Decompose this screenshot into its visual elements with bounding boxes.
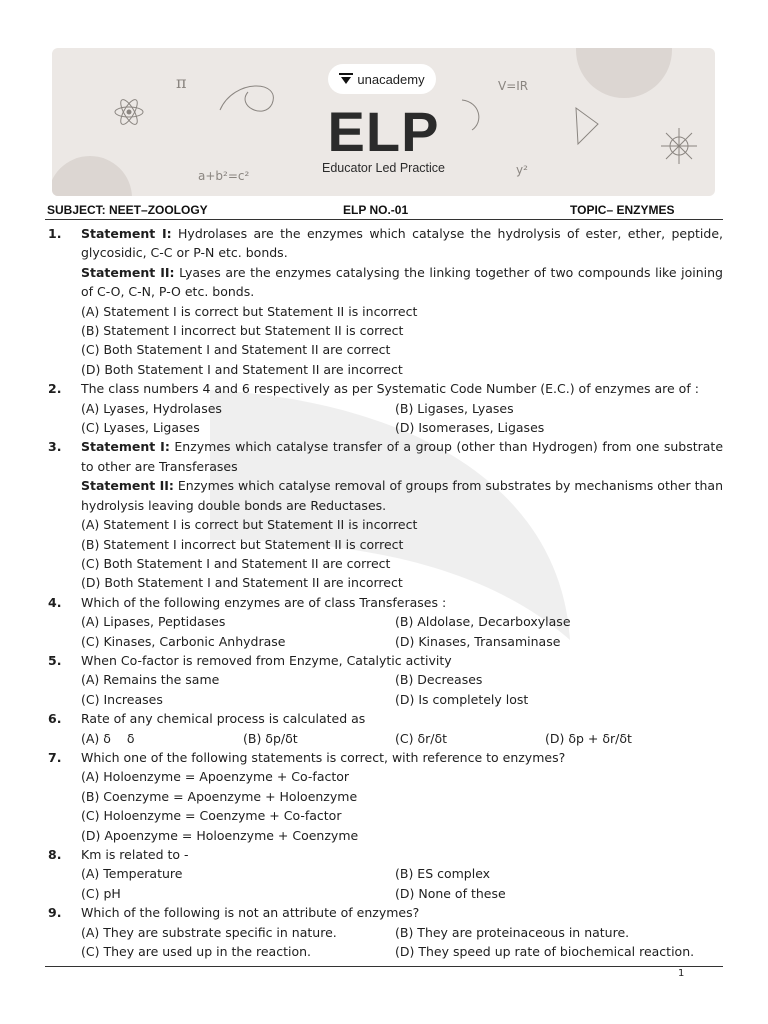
doodle-equation: a+b²=c² [198,169,250,183]
question-text: Which of the following is not an attribute of enzymes? [81,905,420,921]
option-c: (C) Increases [81,691,163,707]
question-4 [45,593,723,651]
unacademy-logo-icon [339,73,353,85]
statement-2: Statement II: Lyases are the enzymes catalysing the linking together of two compounds like joining of C-O, C-N, P-O etc. bonds. [81,264,723,300]
option-c: (C) pH [81,885,121,901]
question-number: 9. [48,905,62,921]
option-b: (B) Decreases [395,672,483,688]
question-number: 2. [48,381,62,397]
option-d: (D) None of these [395,885,506,901]
question-text: When Co-factor is removed from Enzyme, Catalytic activity [81,652,452,668]
question-number: 8. [48,847,62,862]
option-a: (A) Remains the same [81,672,220,688]
option-a: (A) Holoenzyme = Apoenzyme + Co-factor [81,769,350,785]
question-number: 7. [48,749,62,765]
statement-1: Statement I: Enzymes which catalyse transfer of a group (other than Hydrogen) from one substrate to other are Transferases [81,439,724,474]
option-b: (B) δp/δt [243,730,298,746]
option-d: (D) Kinases, Transaminase [395,633,561,649]
option-d: (D) They speed up rate of biochemical reaction. [395,944,695,960]
page-number: 1 [678,968,685,979]
subject-label: SUBJECT: NEET–ZOOLOGY [47,203,208,217]
question-8 [45,845,723,903]
question-6 [45,709,723,748]
doodle-pi: π [176,73,187,92]
brand-logo [328,64,436,94]
elp-number-label: ELP NO.-01 [343,203,409,217]
question-5 [45,651,723,709]
question-9 [45,903,723,961]
question-text: Rate of any chemical process is calculated as [81,711,366,727]
option-b: (B) Statement I incorrect but Statement II is correct [81,536,404,552]
option-b: (B) Statement I incorrect but Statement II is correct [81,323,404,339]
statement-2: Statement II: Enzymes which catalyse removal of groups from substrates by mechanisms other than hydrolysis leaving double bonds are Reductases. [81,478,723,513]
question-text: The class numbers 4 and 6 respectively as per Systematic Code Number (E.C.) of enzymes are of : [81,381,699,397]
question-number: 6. [48,711,62,727]
option-d: (D) Is completely lost [395,691,529,707]
brand-name: unacademy [357,71,425,87]
question-number: 5. [48,652,62,668]
option-b: (B) ES complex [395,866,491,882]
header-divider [45,219,723,220]
footer-divider [45,966,723,967]
page-title: ELP [327,100,440,163]
option-d: (D) δp + δr/δt [545,730,632,746]
option-a: (A) They are substrate specific in nature. [81,924,337,940]
topic-label: TOPIC– ENZYMES [570,203,675,217]
question-1 [45,224,723,379]
question-3 [45,437,723,592]
option-c: (C) Holoenzyme = Coenzyme + Co-factor [81,808,342,824]
option-d: (D) Both Statement I and Statement II are incorrect [81,361,403,377]
option-a: (A) Lipases, Peptidases [81,614,226,630]
doodle-y: y² [516,163,528,177]
option-c: (C) δr/δt [395,730,448,746]
option-a: (A) δ δ [81,730,135,746]
option-b: (B) Coenzyme = Apoenzyme + Holoenzyme [81,788,358,804]
question-2 [45,379,723,437]
question-text: Which of the following enzymes are of class Transferases : [81,594,447,610]
option-b: (B) They are proteinaceous in nature. [395,924,630,940]
option-d: (D) Isomerases, Ligases [395,420,545,436]
question-text: Km is related to - [81,847,189,862]
question-number: 3. [48,439,62,455]
option-c: (C) Kinases, Carbonic Anhydrase [81,633,286,649]
question-number: 4. [48,594,62,610]
option-c: (C) They are used up in the reaction. [81,944,311,960]
option-c: (C) Both Statement I and Statement II are correct [81,342,391,358]
doodle-vir: V=IR [498,79,529,93]
option-a: (A) Lyases, Hydrolases [81,400,222,416]
option-c: (C) Lyases, Ligases [81,420,200,436]
question-number: 1. [48,226,62,241]
option-a: (A) Temperature [81,866,183,882]
option-c: (C) Both Statement I and Statement II are correct [81,555,391,571]
question-list [45,224,723,961]
question-7 [45,748,723,845]
header-banner [52,48,715,196]
option-a: (A) Statement I is correct but Statement II is incorrect [81,303,418,319]
page-subtitle: Educator Led Practice [322,161,445,175]
option-d: (D) Apoenzyme = Holoenzyme + Coenzyme [81,827,359,843]
statement-1: Statement I: Hydrolases are the enzymes which catalyse the hydrolysis of ester, ether, peptide, glycosidic, C-C or P-N etc. bonds. [81,226,723,261]
question-text: Which one of the following statements is correct, with reference to enzymes? [81,749,566,765]
option-a: (A) Statement I is correct but Statement II is incorrect [81,517,418,533]
option-b: (B) Aldolase, Decarboxylase [395,614,571,630]
option-d: (D) Both Statement I and Statement II are incorrect [81,575,403,591]
option-b: (B) Ligases, Lyases [395,400,514,416]
